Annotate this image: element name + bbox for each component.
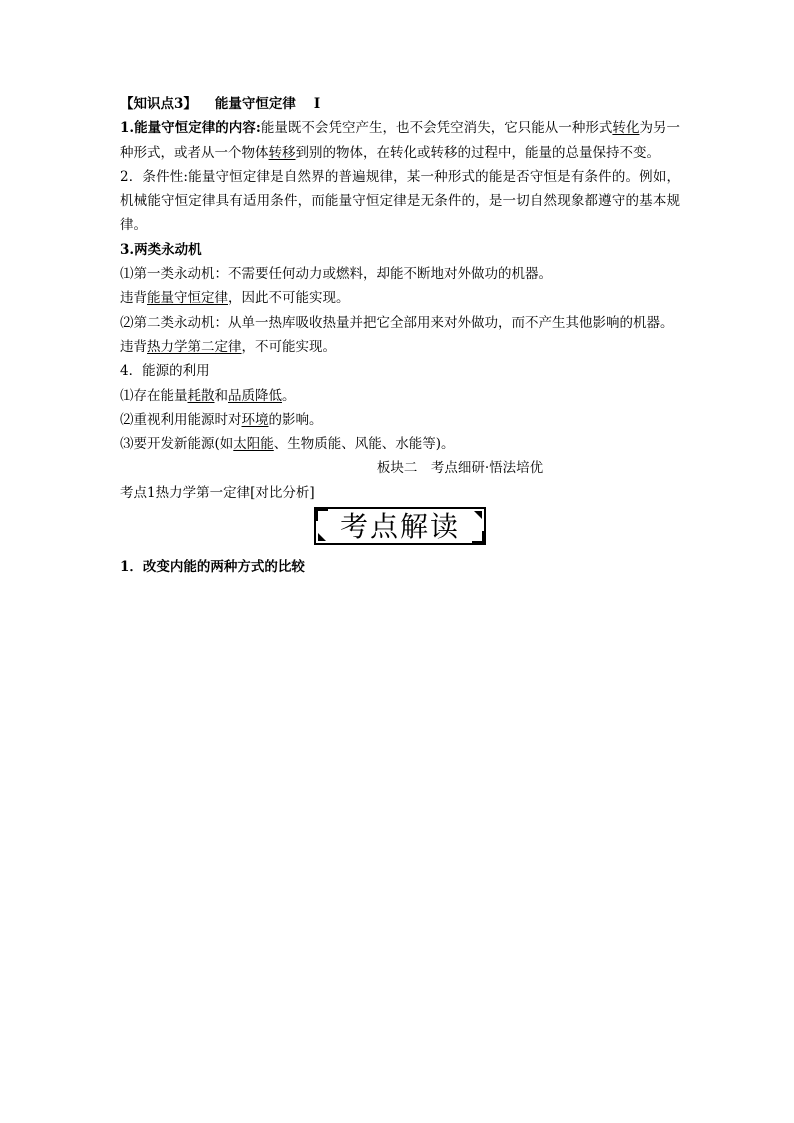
underline-solar-energy: 太阳能 [233, 436, 274, 453]
paragraph-1-text-a: 能量既不会凭空产生，也不会凭空消失，它只能从一种形式 [260, 120, 613, 137]
second-violation-pre: 违背 [120, 338, 147, 355]
second-kind-violation [120, 335, 680, 359]
item2-pre: ⑵重视利用能源时对 [120, 411, 242, 428]
underline-environment: 环境 [241, 411, 269, 428]
section-level: Ⅰ [313, 96, 321, 112]
energy-use-heading: 4．能源的利用 [120, 363, 210, 380]
section-title: 能量守恒定律 [214, 96, 296, 112]
banner-container [120, 507, 680, 553]
item1-post: 。 [282, 387, 296, 404]
underline-dissipation: 耗散 [187, 387, 215, 404]
underline-energy-conservation-law: 能量守恒定律 [147, 290, 228, 307]
section-heading [120, 92, 680, 116]
banner-text: 考点解读 [339, 510, 460, 544]
section-bracket: 【知识点3】 [120, 96, 197, 112]
item3-pre: ⑶要开发新能源(如 [120, 436, 234, 453]
second-kind-perpetual-motion: ⑵第二类永动机：从单一热库吸收热量并把它全部用来对外做功，而不产生其他影响的机器。 [120, 314, 674, 331]
first-violation-pre: 违背 [120, 290, 147, 307]
paragraph-1-label: 1.能量守恒定律的内容: [120, 120, 261, 137]
first-kind-perpetual-motion: ⑴第一类永动机：不需要任何动力或燃料，却能不断地对外做功的机器。 [120, 266, 552, 283]
paragraph-2-label: 2．条件性: [120, 168, 188, 185]
item3-post: 、生物质能、风能、水能等)。 [273, 436, 455, 453]
paragraph-energy-conservation-content [120, 116, 680, 165]
energy-use-item-3 [120, 432, 680, 456]
paragraph-2-text: 能量守恒定律是自然界的普遍规律，某一种形式的能是否守恒是有条件的。例如，机械能守恒定律具有适用条件，而能量守恒定律是无条件的，是一切自然现象都遵守的基本规律。 [120, 168, 681, 234]
paragraph-1-text-c: 到别的物体，在转化或转移的过程中，能量的总量保持不变。 [295, 144, 660, 161]
kaodian-1-heading: 考点1热力学第一定律[对比分析] [120, 484, 315, 501]
underline-zhuanyi: 转移 [268, 144, 296, 161]
first-kind-violation [120, 286, 680, 310]
paragraph-conditionality [120, 165, 680, 238]
first-violation-post: ，因此不可能实现。 [228, 290, 350, 307]
kaodian-jiedu-banner [314, 507, 486, 545]
second-violation-post: ，不可能实现。 [241, 338, 336, 355]
energy-use-item-1 [120, 384, 680, 408]
item2-post: 的影响。 [268, 411, 323, 428]
underline-quality-decline: 品质降低 [228, 387, 282, 404]
block-two-title: 板块二 考点细研·悟法培优 [376, 460, 544, 477]
underline-zhuanhua: 转化 [612, 120, 640, 137]
paragraph-1-text-b: 为另一种形式，或者从一个物体 [120, 120, 681, 161]
document-body [120, 92, 680, 580]
item1-mid: 和 [214, 387, 228, 404]
item1-pre: ⑴存在能量 [120, 387, 188, 404]
comparison-item-1: 1．改变内能的两种方式的比较 [120, 559, 305, 576]
energy-use-item-2 [120, 408, 680, 432]
underline-second-law: 热力学第二定律 [147, 338, 242, 355]
perpetual-motion-heading: 3.两类永动机 [120, 241, 202, 258]
